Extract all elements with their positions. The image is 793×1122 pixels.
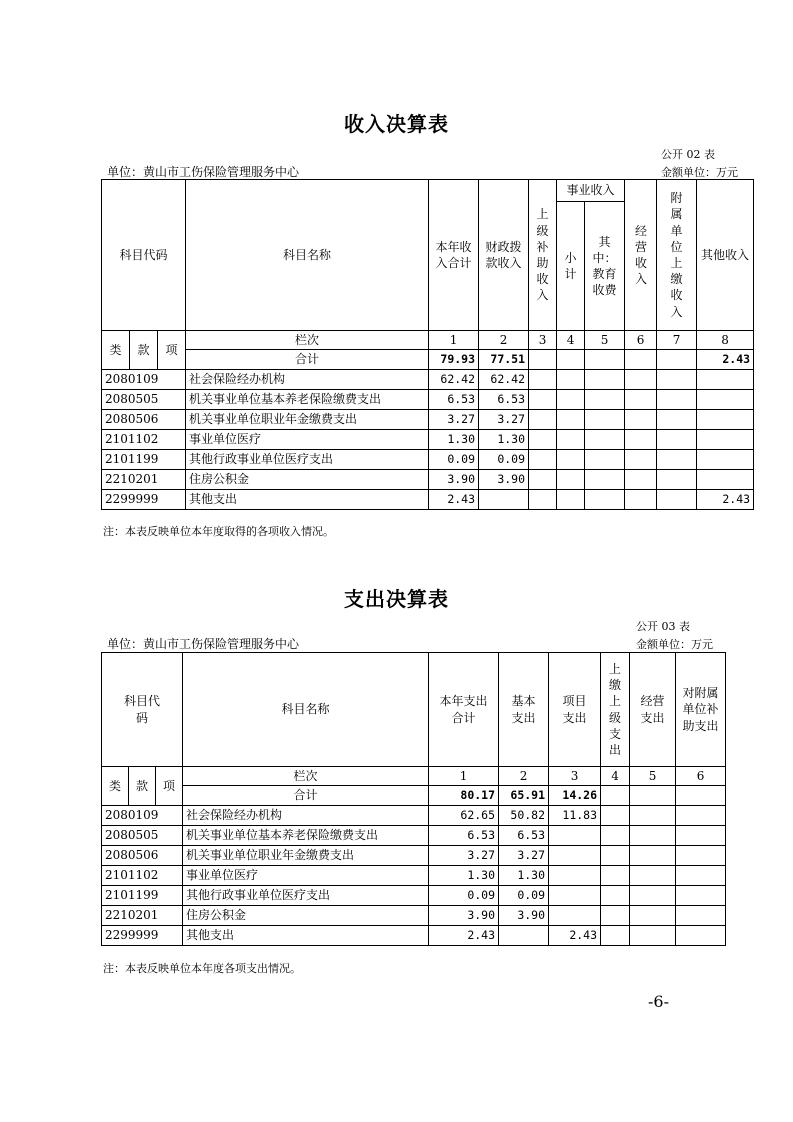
income-header-xiang: 项 [158, 331, 186, 370]
expense-row-code: 2080505 [102, 826, 183, 846]
income-header-kuan: 款 [130, 331, 158, 370]
income-total-row [102, 350, 754, 370]
expense-row-basic: 3.27 [499, 846, 549, 866]
income-row-fiscal: 3.90 [479, 470, 529, 490]
expense-header-total: 本年支出合计 [429, 653, 499, 767]
expense-row-code: 2101199 [102, 886, 183, 906]
income-row-code: 2101199 [102, 450, 186, 470]
income-row-total: 1.30 [429, 430, 479, 450]
income-row-total: 2.43 [429, 490, 479, 510]
income-total-label: 合计 [186, 350, 429, 370]
table-row [102, 490, 754, 510]
income-row-other [697, 390, 754, 410]
income-header-education: 其中：教育收费 [585, 202, 625, 331]
income-col-num: 4 [557, 331, 585, 350]
income-row-fiscal: 6.53 [479, 390, 529, 410]
income-row-total: 62.42 [429, 370, 479, 390]
income-header-subtotal: 小计 [557, 202, 585, 331]
expense-col-num: 1 [429, 767, 499, 786]
expense-row-code: 2299999 [102, 926, 183, 946]
income-row-name: 机关事业单位基本养老保险缴费支出 [186, 390, 429, 410]
expense-note: 注：本表反映单位本年度各项支出情况。 [103, 962, 301, 975]
expense-total-project: 14.26 [549, 786, 601, 806]
income-row-code: 2080506 [102, 410, 186, 430]
expense-header-project: 项目支出 [549, 653, 601, 767]
expense-row-total: 0.09 [429, 886, 499, 906]
income-col-num: 7 [657, 331, 697, 350]
income-table [101, 179, 754, 510]
expense-row-project: 11.83 [549, 806, 601, 826]
page-number: -6- [648, 992, 669, 1011]
income-col-num: 5 [585, 331, 625, 350]
income-lanci: 栏次 [186, 331, 429, 350]
table-row [102, 906, 726, 926]
income-row-total: 3.27 [429, 410, 479, 430]
income-note: 注：本表反映单位本年度取得的各项收入情况。 [103, 525, 334, 538]
income-row-name: 其他支出 [186, 490, 429, 510]
expense-header-xiang: 项 [156, 767, 183, 806]
income-col-num: 6 [625, 331, 657, 350]
expense-col-num: 4 [601, 767, 630, 786]
expense-row-name: 社会保险经办机构 [183, 806, 429, 826]
income-row-fiscal [479, 490, 529, 510]
income-row-total: 0.09 [429, 450, 479, 470]
income-row-other [697, 410, 754, 430]
expense-row-code: 2101102 [102, 866, 183, 886]
expense-title: 支出决算表 [344, 587, 449, 611]
income-col-num: 2 [479, 331, 529, 350]
table-row [102, 926, 726, 946]
income-row-other [697, 370, 754, 390]
expense-col-num: 5 [630, 767, 676, 786]
expense-header-operating: 经营支出 [630, 653, 676, 767]
income-row-code: 2299999 [102, 490, 186, 510]
table-row [102, 826, 726, 846]
expense-row-basic: 50.82 [499, 806, 549, 826]
income-header-fiscal: 财政拨款收入 [479, 180, 529, 331]
expense-row-project [549, 846, 601, 866]
income-row-fiscal: 1.30 [479, 430, 529, 450]
income-header-total: 本年收入合计 [429, 180, 479, 331]
income-row-fiscal: 0.09 [479, 450, 529, 470]
expense-header-kuan: 款 [129, 767, 156, 806]
income-header-code: 科目代码 [102, 180, 186, 331]
income-form-no: 公开 02 表 [661, 148, 715, 161]
expense-row-basic [499, 926, 549, 946]
expense-header-name: 科目名称 [183, 653, 429, 767]
expense-row-name: 其他支出 [183, 926, 429, 946]
income-row-total: 6.53 [429, 390, 479, 410]
income-row-other [697, 430, 754, 450]
expense-col-num: 2 [499, 767, 549, 786]
expense-row-name: 其他行政事业单位医疗支出 [183, 886, 429, 906]
table-row [102, 806, 726, 826]
expense-row-name: 机关事业单位职业年金缴费支出 [183, 846, 429, 866]
expense-row-total: 6.53 [429, 826, 499, 846]
expense-row-project [549, 886, 601, 906]
expense-header-code: 科目代码 [102, 653, 183, 767]
expense-row-basic: 6.53 [499, 826, 549, 846]
table-row [102, 886, 726, 906]
expense-row-code: 2210201 [102, 906, 183, 926]
expense-row-project [549, 866, 601, 886]
income-row-code: 2101102 [102, 430, 186, 450]
table-row [102, 866, 726, 886]
table-row [102, 370, 754, 390]
income-row-code: 2080505 [102, 390, 186, 410]
expense-row-code: 2080109 [102, 806, 183, 826]
income-col-num: 8 [697, 331, 754, 350]
income-row-name: 其他行政事业单位医疗支出 [186, 450, 429, 470]
income-row-total: 3.90 [429, 470, 479, 490]
income-col-num: 3 [529, 331, 557, 350]
income-row-fiscal: 62.42 [479, 370, 529, 390]
income-row-code: 2210201 [102, 470, 186, 490]
table-row [102, 450, 754, 470]
income-total-other: 2.43 [697, 350, 754, 370]
expense-money-unit: 金额单位：万元 [636, 638, 713, 651]
income-unit: 单位：黄山市工伤保险管理服务中心 [107, 165, 300, 179]
table-row [102, 410, 754, 430]
expense-row-project [549, 826, 601, 846]
income-row-code: 2080109 [102, 370, 186, 390]
expense-row-project [549, 906, 601, 926]
income-total-fiscal: 77.51 [479, 350, 529, 370]
income-row-name: 事业单位医疗 [186, 430, 429, 450]
expense-row-total: 1.30 [429, 866, 499, 886]
table-row [102, 390, 754, 410]
expense-row-name: 事业单位医疗 [183, 866, 429, 886]
income-header-affiliated: 附属单位上缴收入 [657, 180, 697, 331]
expense-total-basic: 65.91 [499, 786, 549, 806]
expense-row-code: 2080506 [102, 846, 183, 866]
expense-total-label: 合计 [183, 786, 429, 806]
income-row-other [697, 450, 754, 470]
expense-row-name: 机关事业单位基本养老保险缴费支出 [183, 826, 429, 846]
expense-row-total: 62.65 [429, 806, 499, 826]
expense-header-lei: 类 [102, 767, 129, 806]
expense-row-total: 3.27 [429, 846, 499, 866]
expense-row-basic: 1.30 [499, 866, 549, 886]
income-col-num: 1 [429, 331, 479, 350]
income-header-superior: 上级补助收入 [529, 180, 557, 331]
table-row [102, 470, 754, 490]
expense-col-num: 6 [676, 767, 726, 786]
expense-table [101, 652, 726, 946]
income-header-business: 事业收入 [557, 180, 625, 202]
expense-header-subsidy: 对附属单位补助支出 [676, 653, 726, 767]
income-title: 收入决算表 [344, 112, 449, 136]
income-header-name: 科目名称 [186, 180, 429, 331]
expense-row-basic: 0.09 [499, 886, 549, 906]
table-row [102, 430, 754, 450]
income-header-other: 其他收入 [697, 180, 754, 331]
income-row-other: 2.43 [697, 490, 754, 510]
income-header-operating: 经营收入 [625, 180, 657, 331]
expense-row-total: 3.90 [429, 906, 499, 926]
income-header-lei: 类 [102, 331, 130, 370]
expense-header-remit: 上缴上级支出 [601, 653, 630, 767]
income-row-name: 社会保险经办机构 [186, 370, 429, 390]
income-total-value: 79.93 [429, 350, 479, 370]
income-row-name: 住房公积金 [186, 470, 429, 490]
expense-row-project: 2.43 [549, 926, 601, 946]
income-row-other [697, 470, 754, 490]
expense-total-row [102, 786, 726, 806]
expense-form-no: 公开 03 表 [636, 620, 690, 633]
expense-header-basic: 基本支出 [499, 653, 549, 767]
table-row [102, 846, 726, 866]
income-row-name: 机关事业单位职业年金缴费支出 [186, 410, 429, 430]
expense-col-num: 3 [549, 767, 601, 786]
expense-row-name: 住房公积金 [183, 906, 429, 926]
income-money-unit: 金额单位：万元 [661, 166, 738, 179]
expense-row-total: 2.43 [429, 926, 499, 946]
income-row-fiscal: 3.27 [479, 410, 529, 430]
expense-unit: 单位：黄山市工伤保险管理服务中心 [107, 637, 300, 651]
expense-total-value: 80.17 [429, 786, 499, 806]
expense-row-basic: 3.90 [499, 906, 549, 926]
expense-lanci: 栏次 [183, 767, 429, 786]
